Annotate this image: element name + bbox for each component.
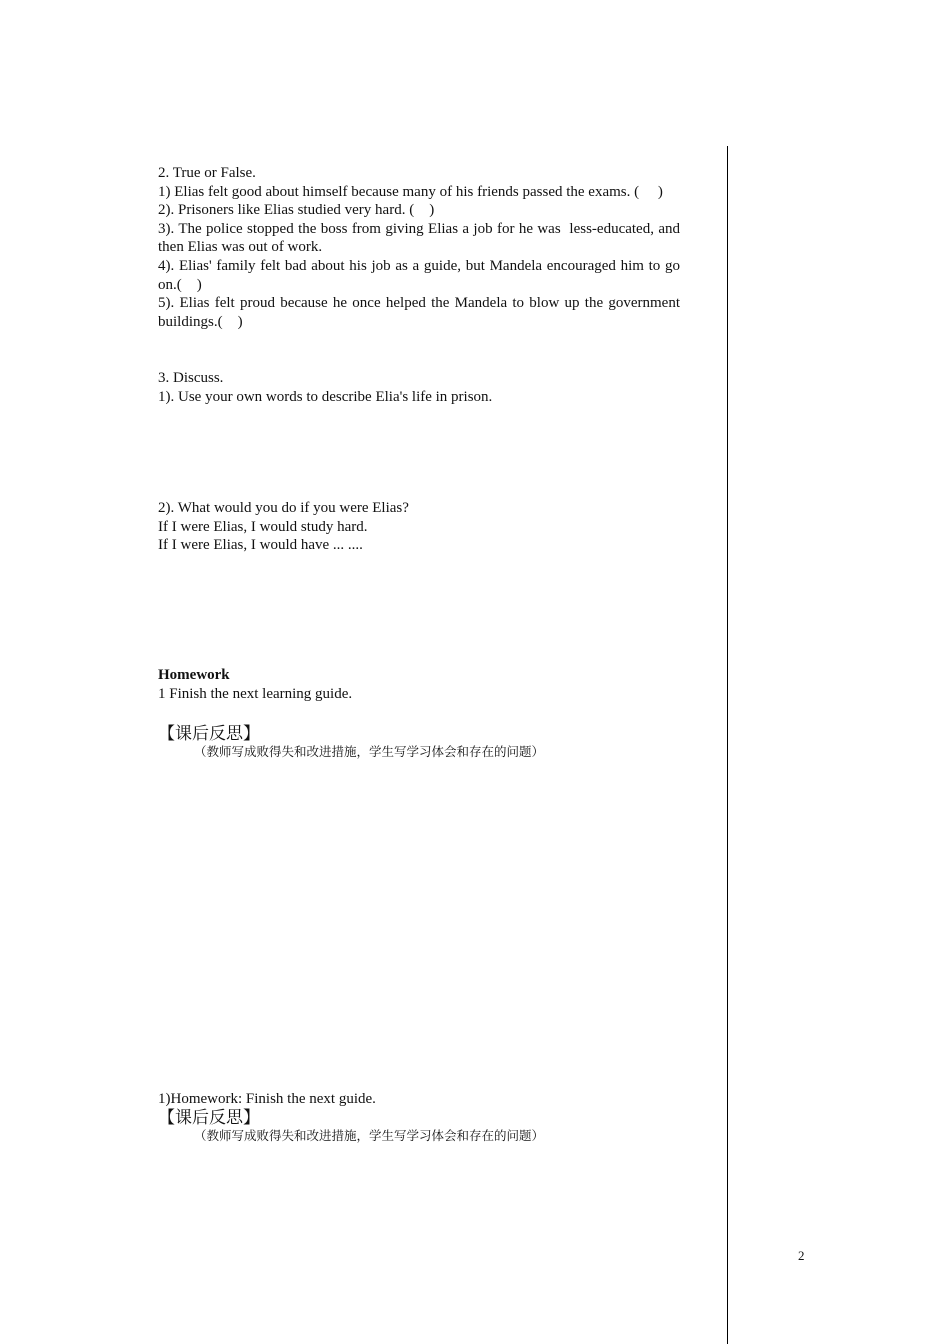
section-heading: 3. Discuss. (158, 370, 224, 386)
tf-item-4: 4). Elias' family felt bad about his job as a guide, but Mandela encouraged him to go on.( ) (158, 257, 684, 293)
reflection-section-2 (158, 1108, 680, 1144)
discuss-section (158, 369, 680, 406)
reflection-title: 【课后反思】 (158, 724, 260, 744)
reflection-title: 【课后反思】 (158, 1108, 260, 1128)
tf-item-1: 1) Elias felt good about himself because many of his friends passed the exams. ( ) (158, 183, 663, 200)
tf-item-3: 3). The police stopped the boss from giving Elias a job for he was less-educated, and then Elias was out of work. (158, 220, 684, 256)
discuss-question-1: 1). Use your own words to describe Elia's life in prison. (158, 388, 493, 405)
section-heading: 2. True or False. (158, 165, 256, 181)
homework-line: 1)Homework: Finish the next guide. (158, 1091, 376, 1107)
reflection-section-1 (158, 724, 680, 760)
tf-item-2: 2). Prisoners like Elias studied very hard. ( ) (158, 202, 435, 219)
true-false-section (158, 164, 684, 331)
homework-item: 1 Finish the next learning guide. (158, 685, 353, 702)
discuss-answer-2: If I were Elias, I would have ... .... (158, 537, 363, 554)
homework-heading: Homework (158, 667, 230, 683)
discuss-question-2-block (158, 499, 680, 555)
margin-rule (727, 146, 728, 1344)
discuss-answer-1: If I were Elias, I would study hard. (158, 518, 368, 535)
reflection-note: （教师写成败得失和改进措施，学生写学习体会和存在的问题） (194, 1128, 545, 1143)
homework-section-2 (158, 1090, 680, 1109)
page-number: 2 (798, 1248, 805, 1263)
tf-item-5: 5). Elias felt proud because he once helped the Mandela to blow up the government buildings.( ) (158, 295, 684, 330)
homework-section (158, 666, 680, 703)
discuss-question-2: 2). What would you do if you were Elias? (158, 500, 409, 516)
reflection-note: （教师写成败得失和改进措施，学生写学习体会和存在的问题） (194, 744, 545, 759)
